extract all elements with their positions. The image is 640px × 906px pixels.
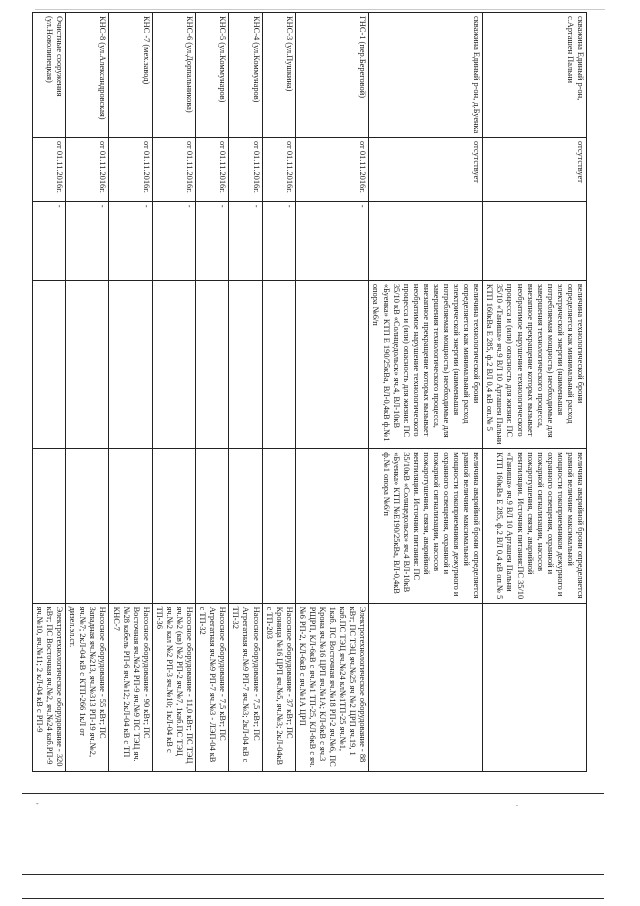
scan-mark: - bbox=[36, 799, 39, 808]
power-supply-table bbox=[32, 12, 587, 772]
table-row bbox=[66, 13, 109, 772]
bottom-rule bbox=[22, 898, 604, 899]
date-cell: от 01.11.2016г. bbox=[66, 138, 109, 202]
tech-reserve-cell bbox=[32, 280, 65, 448]
limit-cell: - bbox=[295, 201, 369, 280]
equipment-cell: Насосное оборудование - 90 кВт; ПС Восточная яч.№24 РП-9 яч.№9 ПС ТЭЦ яч.№28 кабель РП-6 яч.№12; 2кЛ-04 кВ с ТП КНС-7 bbox=[109, 603, 152, 771]
limit-cell: - bbox=[32, 201, 65, 280]
limit-cell: - bbox=[262, 201, 295, 280]
date-cell: от 01.11.2016г. bbox=[32, 138, 65, 202]
scan-mark: . bbox=[516, 799, 518, 808]
emergency-reserve-cell bbox=[109, 449, 152, 603]
tech-reserve-cell bbox=[262, 280, 295, 448]
object-cell: КНС -7 (мех.завод) bbox=[109, 13, 152, 138]
object-cell: КНС-8 (ул.Александровская) bbox=[66, 13, 109, 138]
table-row bbox=[229, 13, 262, 772]
separator-rule-1 bbox=[22, 793, 604, 794]
date-cell: от 01.11.2016г. bbox=[152, 138, 195, 202]
limit-cell bbox=[369, 201, 483, 280]
separator-rule-2 bbox=[22, 874, 604, 875]
date-cell: отсутствует bbox=[483, 138, 587, 202]
table-row bbox=[196, 13, 229, 772]
equipment-cell: Насосное оборудование - 11,0 кВт; ПС ТЭЦ яч.№2 (кв) №2 РП-2 яч.№7, 1каб.ПС ТЭЦ яч.№2 кал №2 РП-3 яч.№10; 1кЛ-04 кВ с ТП-36 bbox=[152, 603, 195, 771]
date-cell: от 01.11.2016г. bbox=[229, 138, 262, 202]
emergency-reserve-cell bbox=[66, 449, 109, 603]
tech-reserve-cell: величина технологической брони определяется как минимальный расход электрической энергии (наименьшая потребляемая мощность) необходимые для завершения технологического процесса, внезапное прекращение которых вызывает необратимое нарушение технологического процесса и (или) опасность для жизни: ПС 35/10 «Таниша» яч.9 ВЛ 10 Арташен Пальни КТП 160кВа Е 285, ф.2 ВЛ 0,4 кВ оп.№ 5 bbox=[483, 280, 587, 448]
table-row bbox=[262, 13, 295, 772]
object-cell: Очистные сооружения (ул.Новолипецкая) bbox=[32, 13, 65, 138]
date-cell: отсутствует bbox=[369, 138, 483, 202]
tech-reserve-cell bbox=[152, 280, 195, 448]
table-row bbox=[483, 13, 587, 772]
equipment-cell: Электротехнологическое оборудование - 320 кВт; ПС Восточная яч.№2, яч.№24 каб.РП-9 яч.№10, яч.№11; 2 кЛ-04 кВ с РП-9 bbox=[32, 603, 65, 771]
emergency-reserve-cell: величина аварийной брони определяется равной величине максимальной мощности токоприемников дежурного и охранного освещения, охранной и пожарной сигнализации, насосов пожаротушения, связи, аварийной вентиляции. Источник питания:ПС 35/10 «Таниша» яч.9 ВЛ 10 Арташен Пальни КТП 160кВа Е 285, ф.2 ВЛ 0,4 кВ оп.№ 5 bbox=[483, 449, 587, 603]
top-rule bbox=[35, 9, 605, 10]
tech-reserve-cell bbox=[295, 280, 369, 448]
limit-cell: - bbox=[152, 201, 195, 280]
object-cell: КНС-4 (ул.Коммунаров) bbox=[229, 13, 262, 138]
emergency-reserve-cell bbox=[262, 449, 295, 603]
rotated-table-container bbox=[22, 12, 587, 772]
emergency-reserve-cell bbox=[152, 449, 195, 603]
limit-cell: - bbox=[109, 201, 152, 280]
object-cell: скважина Единый р-он, с.Арташен Пальни bbox=[483, 13, 587, 138]
object-cell: КНС-3 (ул.Пушкина) bbox=[262, 13, 295, 138]
equipment-cell: Электротехнологическое оборудование - 88 кВт; ПС ТЭЦ яч.№25 яч №2 ЦРП яч.19, 1 каб.ПС ТЭЦ яч.№24 кл№1ТП-25 яч.№1, 1каб. ПС Восточная яч.№18 РП-2 яч.№6, ПС Крона яч.№16 ЦРП яч.№1А; КЛ-6кВ с яч.3 РЩРП, КЛ-6кВ с яч.№1 ТП-25, КЛ-6кВ с яч.№6 РП-2, КЛ-6кВ с яч.№1А ЦРП bbox=[295, 603, 369, 771]
equipment-cell bbox=[483, 603, 587, 771]
object-cell: КНС-5 (ул.Коммунаров) bbox=[196, 13, 229, 138]
equipment-cell: Насосное оборудование - 37 кВт; ПС Кроница №16 ЦРП яч.№5, яч.№3; 2кЛ-04кВ с ТП-203 bbox=[262, 603, 295, 771]
limit-cell bbox=[483, 201, 587, 280]
emergency-reserve-cell bbox=[196, 449, 229, 603]
object-cell: скважина Единый р-он, д.Буенка bbox=[369, 13, 483, 138]
tech-reserve-cell bbox=[196, 280, 229, 448]
tech-reserve-cell bbox=[109, 280, 152, 448]
limit-cell: - bbox=[229, 201, 262, 280]
tech-reserve-cell bbox=[229, 280, 262, 448]
date-cell: от 01.11.2016г. bbox=[196, 138, 229, 202]
equipment-cell: Насосное оборудование - 7,5 кВт; ПС Агрегатная яч.№9 РП-7 яч.№3; 2кЛ-04 кВ с ТП-32 bbox=[229, 603, 262, 771]
limit-cell: - bbox=[66, 201, 109, 280]
table-row bbox=[369, 13, 483, 772]
emergency-reserve-cell bbox=[32, 449, 65, 603]
date-cell: от 01.11.2016г. bbox=[262, 138, 295, 202]
table-row bbox=[32, 13, 65, 772]
emergency-reserve-cell: величина аварийной брони определяется равной величине максимальной мощности токоприемников дежурного и охранного освещения, охранной и пожарной сигнализации, насосов пожаротушения, связи, аварийной вентиляции. Источник питания: ПС 35/10кВ «Солнцедольск» яч.4 ВЛ-10кВ «Буенка» КТП №Е190/25кВа, ВЛ-0,4кВ ф.№1 опора №6/п bbox=[369, 449, 483, 603]
date-cell: от 01.11.2016г. bbox=[109, 138, 152, 202]
emergency-reserve-cell bbox=[295, 449, 369, 603]
emergency-reserve-cell bbox=[229, 449, 262, 603]
tech-reserve-cell: величина технологической брони определяется как минимальный расход электрической энергии (наименьшая потребляемая мощность) необходимые для завершения технологического процесса, внезапное прекращение которых вызывает необратимое нарушение технологического процесса и (или) опасность для жизни: ПС 35/10 кВ «Солнцедольск» яч.4, ВЛ-10кВ «Буенка» КТП Е 190/25кВа, ВЛ-0,4кВ ф.№1 опора №6/п bbox=[369, 280, 483, 448]
table-row bbox=[152, 13, 195, 772]
date-cell: от 01.11.2016г. bbox=[295, 138, 369, 202]
limit-cell: - bbox=[196, 201, 229, 280]
object-cell: КНС-6 (ул.Дорпальникова) bbox=[152, 13, 195, 138]
table-row bbox=[109, 13, 152, 772]
equipment-cell: Насосное оборудование - 55 кВт; ПС Западная яч.№213, яч.№313 РП-19 яч.№2, яч.№7; 2кЛ-04 кВ с КТП-266 1кЛ от дизел.эл.ст. bbox=[66, 603, 109, 771]
equipment-cell bbox=[369, 603, 483, 771]
tech-reserve-cell bbox=[66, 280, 109, 448]
object-cell: ГНС-1 (пер.Береговой) bbox=[295, 13, 369, 138]
equipment-cell: Насосное оборудование - 7,5 кВт; ПС Агрегатная яч.№9 РП-7 яч.№3 - ЛЭП-04 кВ с ТП-32 bbox=[196, 603, 229, 771]
table-row bbox=[295, 13, 369, 772]
